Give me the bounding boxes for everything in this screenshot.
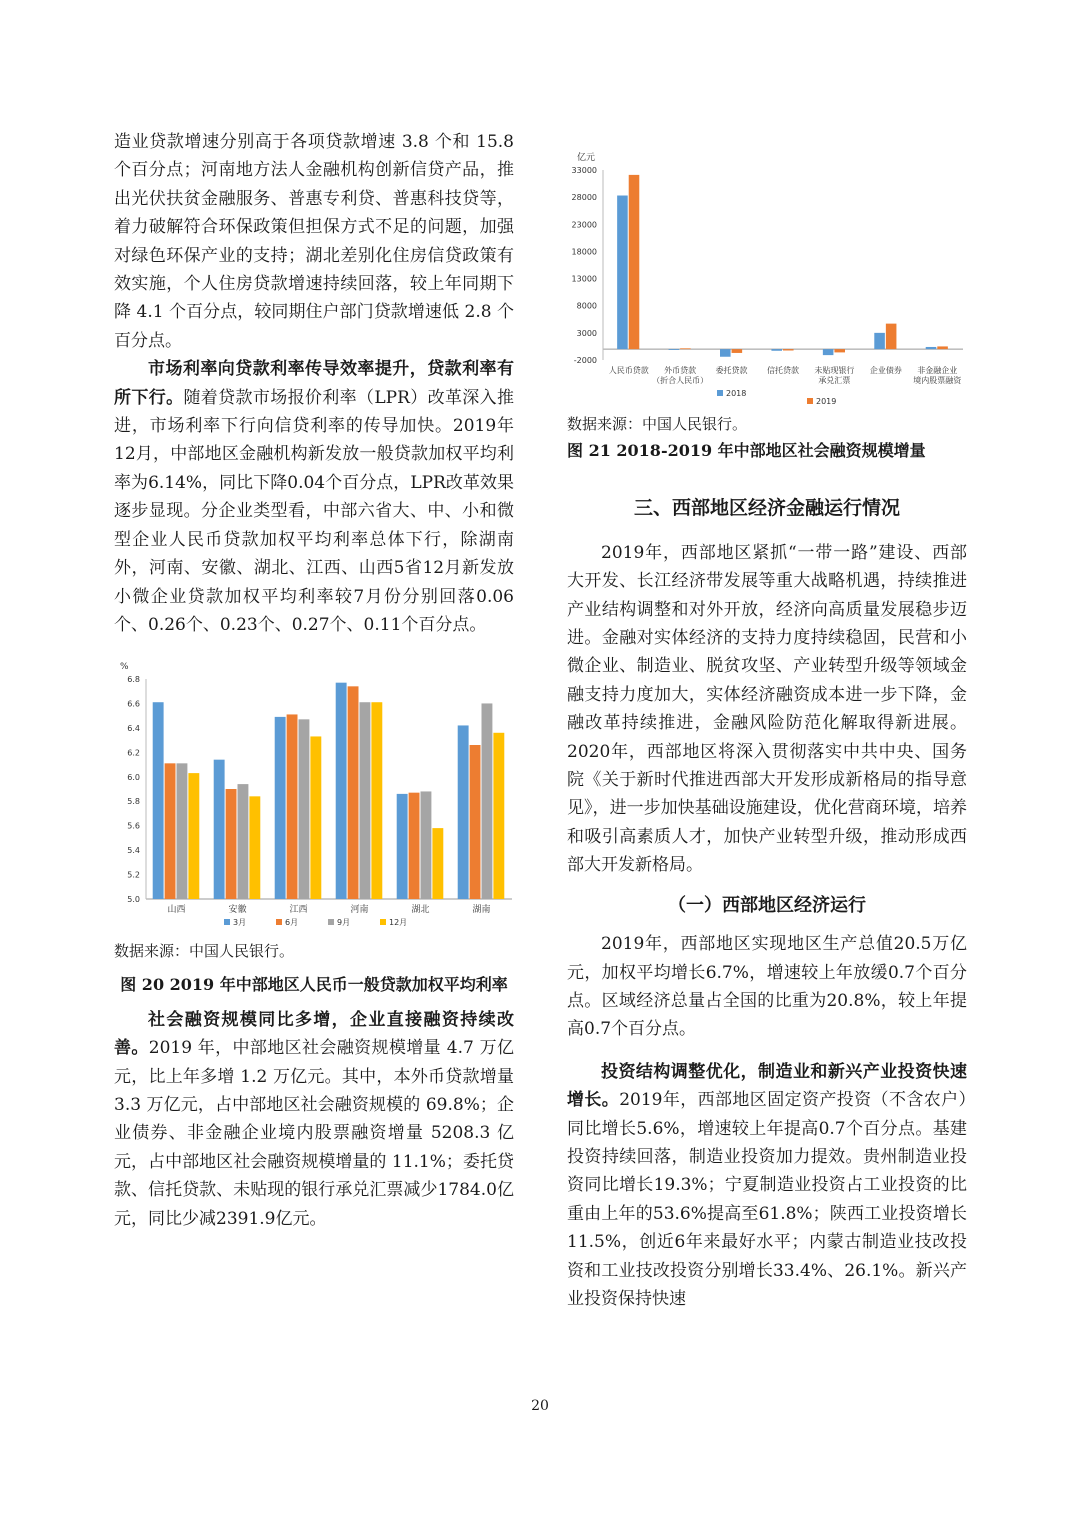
right-paragraph-2: 2019年，西部地区实现地区生产总值20.5万亿元，加权平均增长6.7%，增速较上年放缓0.7个百分点。区域经济总量占全国的比重为20.8%，较上年提高0.7个百分点。 [567,934,967,1040]
bar-3月 [275,717,286,899]
left-paragraph-3 [114,1006,514,1233]
x-tick-label: 湖北 [411,905,430,916]
x-tick-label: 江西 [289,905,308,916]
bar-12月 [493,733,504,899]
bar-12月 [432,828,443,899]
x-tick-label: 湖南 [472,905,491,916]
y-tick-label: 6.2 [127,748,140,758]
bar-9月 [421,792,432,900]
y-tick-label: 5.0 [127,895,140,905]
bar-9月 [299,720,310,900]
bar-3月 [397,794,408,899]
bar-3月 [336,683,347,899]
bar-2018 [669,349,680,350]
x-tick-label: 人民币贷款 [608,366,649,375]
bar-2018 [874,333,885,349]
bar-9月 [482,704,493,900]
y-tick-label: 6.6 [127,699,140,709]
legend-swatch [328,919,334,925]
bar-9月 [177,764,188,900]
bar-2018 [771,349,782,351]
y-tick-label: 3000 [576,328,597,338]
right-column [567,138,967,1313]
y-tick-label: 5.2 [127,870,140,880]
left-paragraph-3-body: 2019 年，中部地区社会融资规模增量 4.7 万亿元，比上年多增 1.2 万亿元。其中，本外币贷款增量 3.3 万亿元，占中部地区社会融资规模的 69.8%；企业债券、非金融企业境内股票融资增量 5208.3 亿元，占中部地区社会融资规模增量的 11.1%；委托贷款、信托贷款、未贴现的银行承兑汇票减少1784.0亿元，同比少减2391.9亿元。 [114,1038,514,1229]
y-tick-label: 6.0 [127,773,140,783]
x-tick-label: 山西 [167,905,186,916]
x-tick-label: 河南 [350,905,369,916]
right-paragraph-3-body: 2019年，西部地区固定资产投资（不含农户）同比增长5.6%，增速较上年提高0.7个百分点。基建投资持续回落，制造业投资加力提效。贵州制造业投资同比增长19.3%；宁夏制造业投资占工业投资的比重由上年的53.6%提高至61.8%；陕西工业投资增长11.5%，创近6年来最好水平；内蒙古制造业技改投资和工业技改投资分别增长33.4%、26.1%。新兴产业投资保持快速 [567,1090,968,1309]
legend-label: 12月 [389,918,408,928]
x-tick-label: 外币贷款 [664,366,697,375]
bar-2018 [720,349,731,357]
left-paragraph-2-body: 随着贷款市场报价利率（LPR）改革深入推进，市场利率下行向信贷利率的传导加快。2019年12月，中部地区金融机构新发放一般贷款加权平均利率为6.14%，同比下降0.04个百分点，LPR改革效果逐步显现。分企业类型看，中部六省大、中、小和微型企业人民币贷款加权平均利率总体下行，除湖南外，河南、安徽、湖北、江西、山西5省12月新发放小微企业贷款加权平均利率较7月份分别回落0.06个、0.26个、0.23个、0.27个、0.11个百分点。 [114,387,515,635]
x-tick-label: （折合人民币） [652,376,709,385]
y-tick-label: 5.4 [127,846,140,856]
bar-9月 [238,784,249,899]
bar-12月 [371,703,382,900]
chart-lending-rate [114,653,514,933]
legend-swatch [807,398,813,404]
bar-2019 [783,349,794,350]
bar-6月 [165,764,176,900]
bar-2018 [617,196,628,350]
section-heading: 三、西部地区经济金融运行情况 [633,497,900,520]
legend-label: 3月 [233,918,247,928]
x-tick-label: 安徽 [228,905,247,916]
bar-6月 [470,745,481,899]
x-tick-label: 信托贷款 [767,366,799,375]
left-paragraph-1: 造业贷款增速分别高于各项贷款增速 3.8 个和 15.8 个百分点；河南地方法人金融机构创新信贷产品，推出光伏扶贫金融服务、普惠专利贷、普惠科技贷等，着力破解符合环保政策但担保方式不足的问题，加强对绿色环保产业的支持；湖北差别化住房信贷政策有效实施，个人住房贷款增速持续回落，较上年同期下降 4.1 个百分点，较同期住户部门贷款增速低 2.8 个百分点。 [114,132,514,351]
subsection-heading: （一）西部地区经济运行 [668,894,866,916]
legend-swatch [276,919,282,925]
figure-20-caption: 图 20 2019 年中部地区人民币一般贷款加权平均利率 [120,974,508,994]
bar-12月 [188,773,199,899]
x-tick-label: 境内股票融资 [913,376,962,385]
y-tick-label: 5.6 [127,821,140,831]
y-tick-label: 28000 [571,193,597,203]
chart-social-financing [567,138,967,406]
bar-2019 [629,175,640,349]
y-tick-label: 6.4 [127,724,140,734]
bar-6月 [226,789,237,899]
legend-swatch [380,919,386,925]
y-tick-label: 18000 [571,247,597,257]
left-paragraph-2 [114,355,514,639]
y-tick-label: 33000 [571,166,597,175]
bar-3月 [153,703,164,900]
left-paragraph-3-heading: 社会融资规模同比多增，企业直接融资持续改善。 [114,1009,514,1059]
bar-6月 [348,687,359,900]
y-tick-label: 13000 [571,274,597,284]
bar-2019 [834,349,845,352]
bar-3月 [458,726,469,900]
y-tick-label: 8000 [576,301,597,311]
y-tick-label: -2000 [573,356,597,365]
left-column [114,128,514,1233]
bar-2019 [937,346,948,349]
right-paragraph-3 [567,1058,967,1314]
page-number: 20 [531,1398,549,1414]
legend-swatch [224,919,230,925]
figure-20-source: 数据来源：中国人民银行。 [114,942,295,961]
bar-2018 [823,349,834,355]
right-paragraph-1: 2019年，西部地区紧抓“一带一路”建设、西部大开发、长江经济带发展等重大战略机遇，持续推进产业结构调整和对外开放，经济向高质量发展稳步迈进。金融对实体经济的支持力度持续稳固，民营和小微企业、制造业、脱贫攻坚、产业转型升级等领域金融支持力度加大，实体经济融资成本进一步下降，金融改革持续推进，金融风险防范化解取得新进展。2020年，西部地区将深入贯彻落实中共中央、国务院《关于新时代推进西部大开发形成新格局的指导意见》，进一步加快基础设施建设，优化营商环境，培养和吸引高素质人才，加快产业转型升级，推动形成西部大开发新格局。 [567,542,967,876]
figure-21-caption: 图 21 2018-2019 年中部地区社会融资规模增量 [567,441,926,461]
legend-label: 6月 [285,918,299,928]
bar-2019 [680,348,691,349]
x-tick-label: 非金融企业 [917,366,958,375]
bar-12月 [249,797,260,900]
x-tick-label: 承兑汇票 [818,376,851,385]
figure-21-source: 数据来源：中国人民银行。 [567,415,748,433]
y-axis-unit: 亿元 [577,153,596,163]
legend-label: 2018 [726,389,747,398]
bar-12月 [310,737,321,900]
bar-3月 [214,760,225,899]
left-paragraph-2-heading: 市场利率向贷款利率传导效率提升，贷款利率有所下行。 [114,359,514,408]
bar-2019 [732,349,743,353]
x-tick-label: 未贴现银行 [814,366,855,375]
bar-2018 [926,347,937,349]
y-tick-label: 6.8 [127,675,140,685]
x-tick-label: 企业债券 [869,366,902,375]
legend-label: 2019 [816,397,837,406]
legend-label: 9月 [337,918,351,928]
bar-9月 [360,703,371,900]
right-paragraph-3-heading: 投资结构调整优化，制造业和新兴产业投资快速增长。 [567,1061,967,1111]
y-tick-label: 23000 [571,220,597,230]
bar-6月 [287,715,298,900]
legend-swatch [717,390,723,396]
y-axis-unit: % [120,662,129,673]
x-tick-label: 委托贷款 [715,366,748,375]
y-tick-label: 5.8 [127,797,140,807]
bar-2019 [886,324,897,350]
bar-6月 [409,793,420,899]
